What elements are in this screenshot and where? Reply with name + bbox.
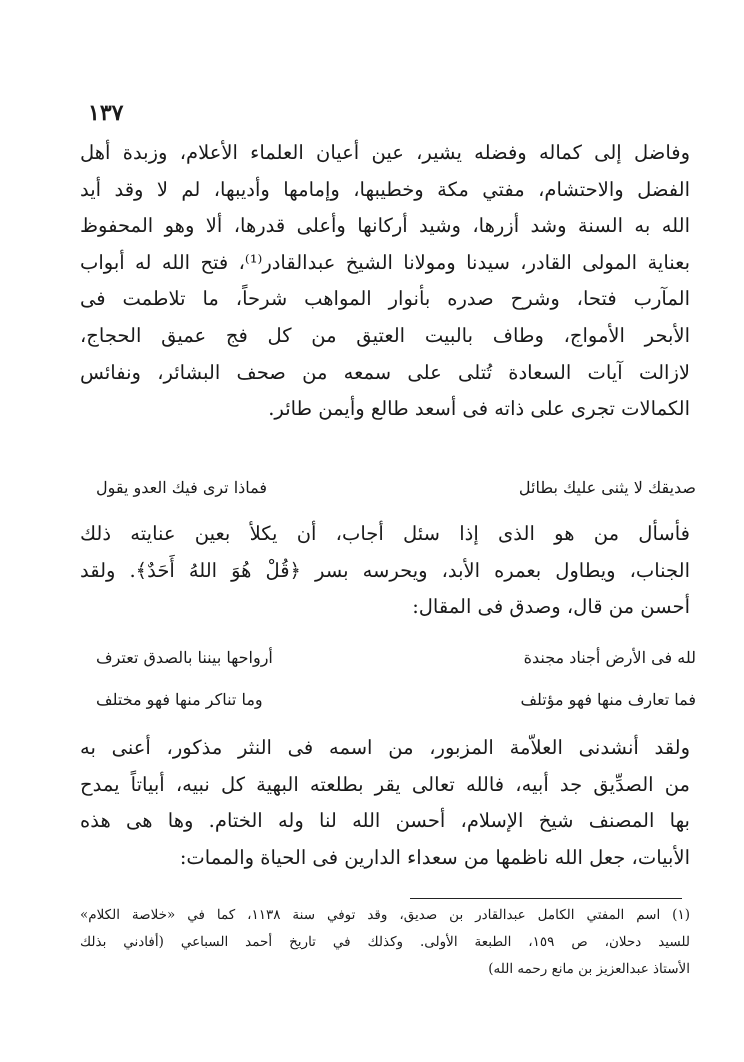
verse-2-line-2 — [96, 690, 696, 709]
text-line: أحسن من قال، وصدق فى المقال: — [412, 595, 690, 619]
footnote-line: للسيد دحلان، ص ١٥٩، الطبعة الأولى. وكذلك في تاريخ أحمد السباعي (أفادني بذلك — [80, 934, 690, 950]
verse-hemistich-right: صديقك لا يثنى عليك بطائل — [518, 478, 696, 497]
paragraph-2 — [80, 516, 690, 626]
text-line: وفاضل إلى كماله وفضله يشير، عين أعيان العلماء الأعلام، وزبدة أهل — [80, 141, 690, 164]
text-line: الكمالات تجرى على ذاته فى أسعد طالع وأيمن طائر. — [268, 397, 690, 421]
text-line: الأبيات، جعل الله ناظمها من سعداء الدارين فى الحياة والممات: — [179, 845, 690, 869]
text-line: ولقد أنشدنى العلاّمة المزبور، من اسمه فى النثر مذكور، أعنى به — [80, 736, 690, 759]
verse-2-line-1 — [96, 648, 696, 667]
paragraph-3 — [80, 730, 690, 876]
text-line: من الصدِّيق جد أبيه، فالله تعالى يقر بطلعته البهية كل نبيه، أبياتاً يمدح — [80, 772, 690, 796]
text-line: الأبحر الأمواج، وطاف بالبيت العتيق من كل فج عميق الحجاج، — [80, 323, 690, 347]
verse-hemistich-right: فما تعارف منها فهو مؤتلف — [520, 690, 696, 709]
text-line: الجناب، ويطاول بعمره الأبد، ويحرسه بسر ﴿قُلْ هُوَ اللهُ أَحَدٌ﴾. ولقد — [80, 558, 690, 582]
footnote-line: (١) اسم المفتي الكامل عبدالقادر بن صديق، وقد توفي سنة ١١٣٨، كما في «خلاصة الكلام» — [80, 907, 690, 923]
page-number: ١٣٧ — [88, 100, 124, 126]
paragraph-1 — [80, 135, 690, 428]
text-line: بها المصنف شيخ الإسلام، أحسن الله لنا وله الختام. وها هى هذه — [80, 809, 690, 833]
verse-hemistich-left: فماذا ترى فيك العدو يقول — [96, 478, 268, 497]
footnote-separator — [410, 898, 682, 899]
footnote — [80, 902, 690, 983]
verse-hemistich-right: لله فى الأرض أجناد مجندة — [523, 648, 696, 667]
text-line: فأسأل من هو الذى إذا سئل أجاب، أن يكلأ بعين عنايته ذلك — [80, 522, 690, 545]
text-line: المآرب فتحا، وشرح صدره بأنوار المواهب شرحاً، ما تلاطمت فى — [80, 287, 690, 311]
text-line: لازالت آيات السعادة تُتلى على سمعه من صحف البشائر، ونفائس — [80, 360, 690, 384]
verse-hemistich-left: وما تناكر منها فهو مختلف — [96, 690, 263, 709]
text-line: بعناية المولى القادر، سيدنا ومولانا الشيخ عبدالقادر⁽¹⁾، فتح الله له أبواب — [80, 250, 690, 274]
footnote-line: الأستاذ عبدالعزيز بن مانع رحمه الله) — [488, 961, 690, 977]
verse-1 — [96, 478, 696, 497]
text-line: الفضل والاحتشام، مفتي مكة وخطيبها، وإمامها وأديبها، لم لا وقد أيد — [80, 177, 690, 201]
text-line: الله به السنة وشد أزرها، وشيد أركانها وأعلى قدرها، ألا وهو المحفوظ — [80, 214, 690, 238]
verse-hemistich-left: أرواحها بيننا بالصدق تعترف — [96, 648, 273, 667]
